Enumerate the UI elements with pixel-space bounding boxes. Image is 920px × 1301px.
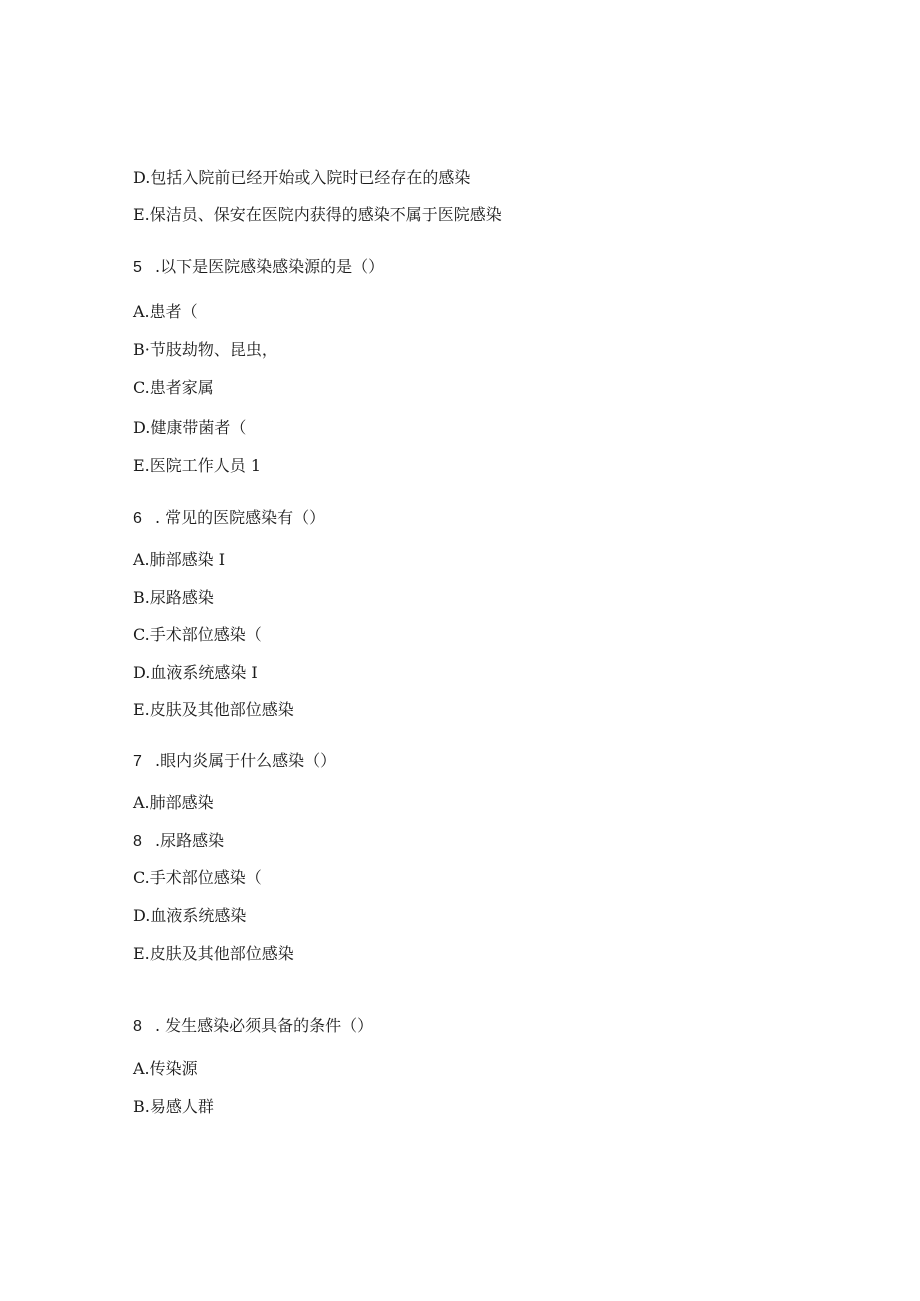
- option-text: B·节肢劫物、昆虫，: [133, 340, 278, 359]
- option-b-q6: [133, 588, 214, 608]
- option-c-q6: [133, 625, 262, 645]
- question-8: [133, 1016, 373, 1037]
- option-b-q7: [133, 831, 224, 852]
- option-a-q6: [133, 550, 225, 570]
- option-text: D.血液系统感染 I: [133, 663, 258, 682]
- option-text: C.手术部位感染（: [133, 868, 262, 887]
- question-text: .以下是医院感染感染源的是（）: [155, 257, 385, 276]
- question-number: 5: [133, 259, 142, 276]
- option-d-q6: [133, 663, 258, 683]
- question-number: 8: [133, 1018, 142, 1035]
- option-c-q7: [133, 868, 262, 888]
- option-b-q5: [133, 340, 278, 360]
- option-text: B.尿路感染: [133, 588, 214, 607]
- option-e-q6: [133, 700, 294, 720]
- option-e-q4: [133, 205, 502, 225]
- option-text: E.保洁员、保安在医院内获得的感染不属于医院感染: [133, 205, 502, 224]
- option-e-q5: [133, 456, 261, 476]
- option-b-q8: [133, 1097, 214, 1117]
- option-a-q7: [133, 793, 214, 813]
- option-a-q8: [133, 1059, 198, 1079]
- option-e-q7: [133, 944, 294, 964]
- option-text: A.肺部感染: [133, 793, 214, 812]
- option-c-q5: [133, 378, 214, 398]
- option-text: E.皮肤及其他部位感染: [133, 944, 294, 963]
- option-text: E.医院工作人员 1: [133, 456, 262, 475]
- option-text: A.传染源: [133, 1059, 198, 1078]
- question-number: 6: [133, 510, 142, 527]
- option-d-q4: [133, 168, 470, 188]
- question-7: [133, 751, 336, 772]
- option-a-q5: [133, 302, 198, 322]
- question-text: .眼内炎属于什么感染（）: [155, 751, 337, 770]
- option-text: C.患者家属: [133, 378, 214, 397]
- option-text: D.血液系统感染: [133, 906, 247, 925]
- option-d-q5: [133, 418, 246, 438]
- option-text: D.健康带菌者（: [133, 418, 247, 437]
- question-text: . 发生感染必须具备的条件（）: [155, 1016, 374, 1035]
- option-text: C.手术部位感染（: [133, 625, 262, 644]
- question-text: . 常见的医院感染有（）: [155, 508, 326, 527]
- option-text: A.患者（: [133, 302, 198, 321]
- option-text: .尿路感染: [155, 831, 225, 850]
- option-text: E.皮肤及其他部位感染: [133, 700, 294, 719]
- question-number: 7: [133, 753, 142, 770]
- option-text: A.肺部感染 I: [133, 550, 226, 569]
- option-text: B.易感人群: [133, 1097, 214, 1116]
- question-number: 8: [133, 833, 142, 850]
- question-6: [133, 508, 325, 529]
- option-d-q7: [133, 906, 246, 926]
- option-text: D.包括入院前已经开始或入院时已经存在的感染: [133, 168, 471, 187]
- question-5: [133, 257, 384, 278]
